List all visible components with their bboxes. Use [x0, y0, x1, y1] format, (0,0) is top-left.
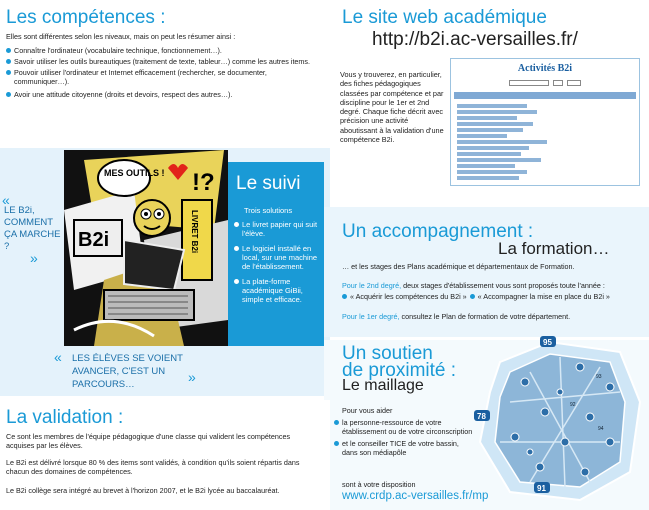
suivi-quote-close: » [30, 250, 38, 266]
site-screenshot [450, 58, 640, 186]
bullet-icon [6, 48, 11, 53]
list-item: Savoir utiliser les outils bureautiques (traitement de texte, tableur…) comme les autres items. [6, 57, 311, 66]
screenshot-controls [451, 80, 639, 86]
accomp-line2: Pour le 2nd degré, deux stages d'établissement vous sont proposés toute l'année : [342, 281, 605, 290]
screenshot-title: Activités B2i [517, 63, 573, 74]
suivi-illustration [64, 150, 228, 346]
suivi-list [234, 220, 320, 304]
list-item: La plate-forme académique GiBii, simple et efficace. [234, 277, 320, 304]
map-label-91: 91 [537, 484, 546, 493]
maillage-map [470, 332, 646, 506]
competences-list [6, 46, 311, 99]
soutien-lead: Pour vous aider [342, 406, 393, 415]
accomp-line4: Pour le 1er degré, consultez le Plan de formation de votre département. [342, 312, 571, 321]
bubble-label: MES OUTILS ! [104, 168, 165, 178]
validation-p3: Le B2i collège sera intégré au brevet à l'horizon 2007, et le B2i lycée au baccalauréat. [6, 486, 280, 495]
suivi-bottom-quote-open: « [54, 349, 62, 365]
soutien-subtitle: Le maillage [342, 377, 424, 394]
screenshot-bar [454, 92, 636, 99]
list-item: et le conseiller TICE de votre bassin, dans son médiapôle [334, 439, 474, 457]
suivi-panel [228, 162, 324, 346]
bullet-icon [342, 294, 347, 299]
map-label-93: 93 [596, 374, 602, 380]
bullet-icon [6, 59, 11, 64]
list-item: Le logiciel installé en local, sur une machine de l'établissement. [234, 244, 320, 271]
character-head [134, 200, 170, 236]
suivi-subtitle: Trois solutions [244, 206, 293, 215]
soutien-url[interactable]: www.crdp.ac-versailles.fr/mp [342, 490, 489, 502]
soutien-title-2: de proximité : [342, 360, 457, 381]
accomp-line3: « Acquérir les compétences du B2i » « Accompagner la mise en place du B2i » [342, 292, 646, 301]
site-url[interactable]: http://b2i.ac-versailles.fr/ [372, 29, 578, 50]
screenshot-rows [451, 99, 639, 183]
list-item: Pouvoir utiliser l'ordinateur et Internet efficacement (rechercher, se documenter, communiquer…). [6, 68, 311, 86]
site-text: Vous y trouverez, en particulier, des fiches pédagogiques classées par compétence et par discipline pour le 1er et 2nd degré. Chaque fiche décrit avec précision une activité aboutissant à la validation d'une compétence B2i. [340, 70, 444, 145]
soutien-dispo: sont à votre disposition [342, 480, 416, 489]
accomp-subtitle: La formation… [498, 239, 610, 258]
accomp-title: Un accompagnement : [342, 221, 534, 242]
suivi-title: Le suivi [236, 173, 301, 194]
list-item: Avoir une attitude citoyenne (droits et devoirs, respect des autres…). [6, 90, 311, 99]
ile-de-france-map [470, 332, 646, 506]
accomp-line1: … et les stages des Plans académique et départementaux de Formation. [342, 262, 575, 271]
validation-p2: Le B2i est délivré lorsque 80 % des items sont validés, à condition qu'ils soient répartis dans chacun des domaines de compétences. [6, 458, 300, 476]
bullet-icon [334, 441, 339, 446]
suivi-bottom-quote: LES ÉLÈVES SE VOIENT AVANCER, C'EST UN PARCOURS… [72, 353, 183, 390]
map-label-94: 94 [598, 426, 604, 432]
bullet-icon [6, 92, 11, 97]
map-label-92: 92 [570, 402, 576, 408]
soutien-title-1: Un soutien [342, 343, 433, 364]
bullet-icon [470, 294, 475, 299]
map-label-95: 95 [543, 338, 552, 347]
list-item: la personne-ressource de votre établissement ou de votre circonscription [334, 418, 474, 436]
competences-title: Les compétences : [6, 7, 166, 28]
map-label-78: 78 [477, 412, 486, 421]
bullet-icon [234, 222, 239, 227]
soutien-list [334, 418, 474, 457]
validation-title: La validation : [6, 407, 124, 428]
list-item: Le livret papier qui suit l'élève. [234, 220, 320, 238]
svg-text:LIVRET B2i: LIVRET B2i [190, 210, 199, 254]
site-title: Le site web académique [342, 7, 547, 28]
list-item: Connaître l'ordinateur (vocabulaire technique, fonctionnement…). [6, 46, 311, 55]
keyboard-drawing [104, 290, 194, 320]
competences-intro: Elles sont différentes selon les niveaux, mais on peut les résumer ainsi : [6, 32, 236, 41]
bullet-icon [6, 70, 11, 75]
student-computer-drawing [64, 150, 228, 346]
suivi-bottom-quote-close: » [188, 369, 196, 385]
validation-p1: Ce sont les membres de l'équipe pédagogique d'une classe qui valident les compétences acquises par les élèves. [6, 432, 291, 450]
svg-text:B2i: B2i [78, 229, 110, 251]
bullet-icon [234, 279, 239, 284]
bullet-icon [234, 246, 239, 251]
bullet-icon [334, 420, 339, 425]
svg-text:!?: !? [192, 169, 215, 196]
suivi-quote: LE B2i, COMMENT ÇA MARCHE ? [4, 205, 61, 252]
suivi-quote-open: « [2, 192, 10, 208]
